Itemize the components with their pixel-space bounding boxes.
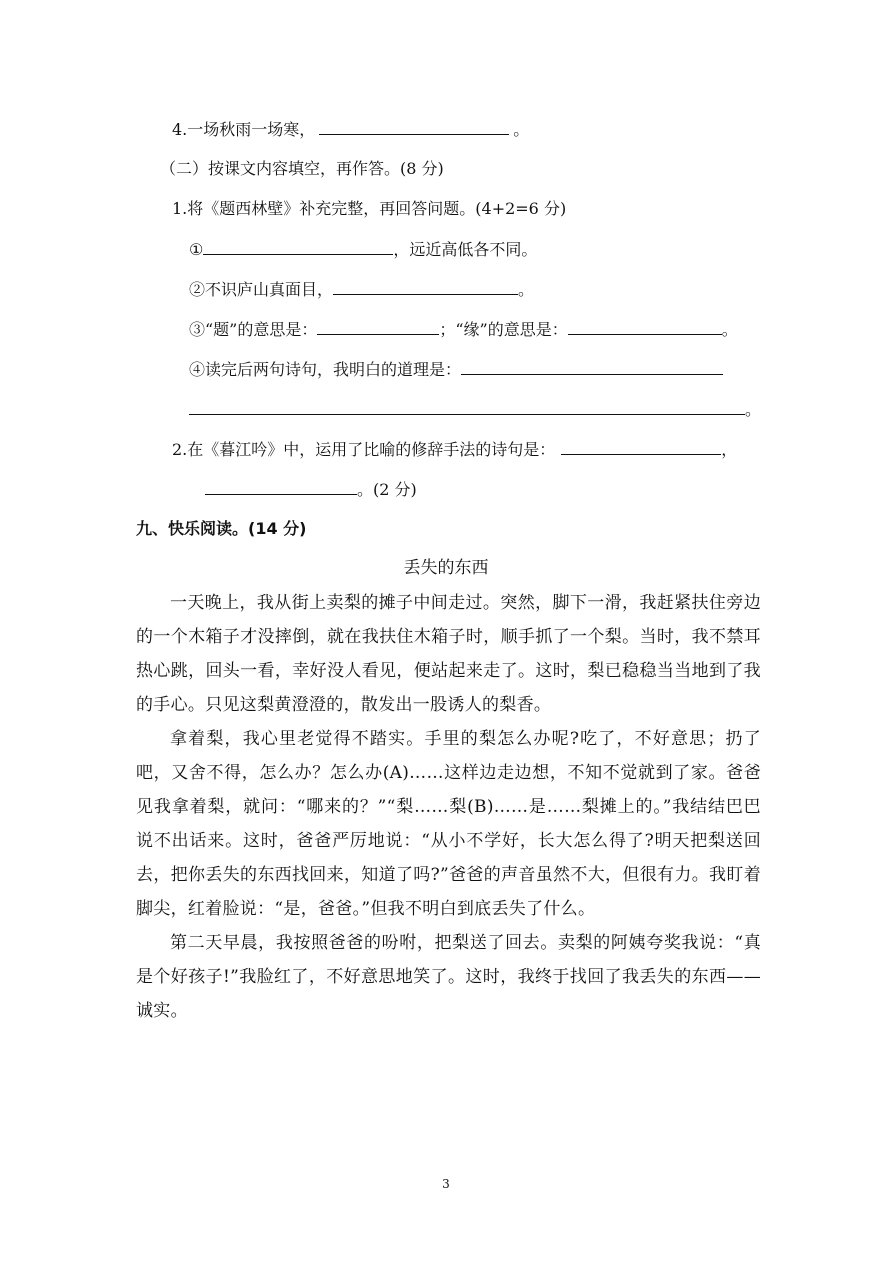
reading-paragraph-1: 一天晚上，我从街上卖梨的摊子中间走过。突然，脚下一滑，我赶紧扶住旁边的一个木箱子才没摔倒，就在我扶住木箱子时，顺手抓了一个梨。当时，我不禁耳热心跳，回头一看，幸好没人看见，便站起来走了。这时，梨已稳稳当当地到了我的手心。只见这梨黄澄澄的，散发出一股诱人的梨香。 [136,593,761,715]
page-number: 3 [442,1177,450,1191]
answer-blank-q2-line2[interactable] [205,478,357,495]
question-4-text: 4.一场秋雨一场寒， [172,120,316,139]
question-1-c-mid: ；“缘”的意思是： [439,320,568,339]
question-1-part-a [189,238,537,261]
question-4 [172,118,529,141]
answer-blank-q1c-ti[interactable] [317,318,439,335]
question-2-comma: ， [721,440,738,459]
question-1-part-d-continued [189,398,761,421]
question-1-part-b [189,278,534,301]
answer-blank-q1c-yuan[interactable] [568,318,722,335]
question-1-a-prefix: ① [189,240,204,259]
answer-blank-q1d-line2[interactable] [189,398,745,415]
question-2-continued [205,478,417,501]
section-9-heading: 九、快乐阅读。(14 分) [136,519,307,538]
answer-blank-q1b[interactable] [333,278,518,295]
question-2-text: 2.在《暮江吟》中，运用了比喻的修辞手法的诗句是： [172,440,556,459]
reading-title: 丢失的东西 [403,558,489,578]
question-1-c-prefix: ③“题”的意思是： [189,320,318,339]
question-1-c-suffix: 。 [721,320,738,339]
answer-blank-q2-line1[interactable] [561,438,721,455]
question-1-a-suffix: ，远近高低各不同。 [393,240,538,259]
question-1-b-prefix: ②不识庐山真面目， [189,280,334,299]
question-4-end: 。 [513,120,530,139]
answer-blank-q1d-line1[interactable] [461,358,723,375]
reading-passage [136,586,761,1028]
reading-paragraph-2: 拿着梨，我心里老觉得不踏实。手里的梨怎么办呢?吃了，不好意思；扔了吧，又舍不得，怎么办？怎么办(A)……这样边走边想，不知不觉就到了家。爸爸见我拿着梨，就问：“哪来的？”“梨……梨(B)……是……梨摊上的。”我结结巴巴说不出话来。这时，爸爸严厉地说：“从小不学好，长大怎么得了?明天把梨送回去，把你丢失的东西找回来，知道了吗?”爸爸的声音虽然不大，但很有力。我盯着脚尖，红着脸说：“是，爸爸。”但我不明白到底丢失了什么。 [136,729,761,919]
question-1-part-d [189,358,723,381]
question-1-d-suffix: 。 [745,400,762,419]
question-2 [172,438,737,461]
answer-blank-q4[interactable] [319,118,509,135]
question-1-b-suffix: 。 [518,280,535,299]
answer-blank-q1a[interactable] [203,238,393,255]
part-2-heading: （二）按课文内容填空，再作答。(8 分) [160,159,444,178]
question-1-part-c [189,318,738,341]
question-2-end: 。(2 分) [357,480,417,499]
reading-paragraph-3: 第二天早晨，我按照爸爸的吩咐，把梨送了回去。卖梨的阿姨夸奖我说：“真是个好孩子!”我脸红了，不好意思地笑了。这时，我终于找回了我丢失的东西——诚实。 [136,933,761,1021]
question-1: 1.将《题西林壁》补充完整，再回答问题。(4+2=6 分) [172,199,567,218]
question-1-d-prefix: ④读完后两句诗句，我明白的道理是： [189,360,462,379]
